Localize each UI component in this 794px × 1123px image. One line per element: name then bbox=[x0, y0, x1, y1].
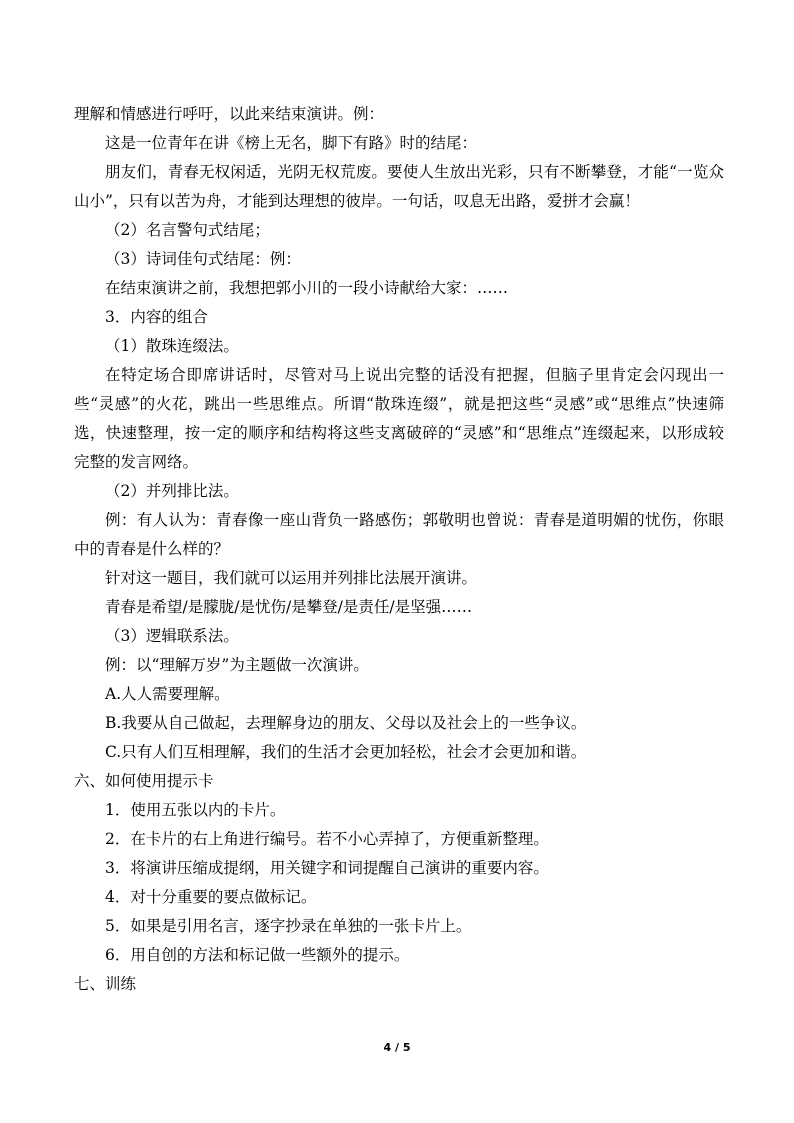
list-item: 2．在卡片的右上角进行编号。若不小心弄掉了，方便重新整理。 bbox=[105, 830, 549, 848]
chapter-heading: 六、如何使用提示卡 bbox=[74, 772, 214, 790]
paragraph: 青春是希望/是朦胧/是忧伤/是攀登/是责任/是坚强…… bbox=[105, 598, 473, 616]
subsection-heading: （2）并列排比法。 bbox=[105, 482, 239, 500]
subsection-heading: （3）逻辑联系法。 bbox=[105, 627, 239, 645]
list-item: B.我要从自己做起，去理解身边的朋友、父母以及社会上的一些争议。 bbox=[105, 714, 587, 732]
list-item: 5．如果是引用名言，逐字抄录在单独的一张卡片上。 bbox=[105, 917, 472, 935]
paragraph: 例：有人认为：青春像一座山背负一路感伤；郭敬明也曾说：青春是道明媚的忧伤，你眼中的青春是什么样的？ bbox=[74, 511, 724, 558]
list-item: A.人人需要理解。 bbox=[105, 685, 230, 703]
list-item: C.只有人们互相理解，我们的生活才会更加轻松，社会才会更加和谐。 bbox=[105, 743, 587, 761]
paragraph: 针对这一题目，我们就可以运用并列排比法展开演讲。 bbox=[105, 569, 478, 587]
paragraph: （3）诗词佳句式结尾：例： bbox=[105, 250, 301, 268]
document-body bbox=[74, 100, 724, 999]
chapter-heading: 七、训练 bbox=[74, 975, 137, 993]
paragraph: 朋友们，青春无权闲适，光阴无权荒废。要使人生放出光彩，只有不断攀登，才能“一览众山小”，只有以苦为舟，才能到达理想的彼岸。一句话，叹息无出路，爱拼才会赢！ bbox=[74, 163, 724, 210]
list-item: 4．对十分重要的要点做标记。 bbox=[105, 888, 317, 906]
list-item: 1．使用五张以内的卡片。 bbox=[105, 801, 286, 819]
list-item: 3．将演讲压缩成提纲，用关键字和词提醒自己演讲的重要内容。 bbox=[105, 859, 549, 877]
paragraph: 理解和情感进行呼吁，以此来结束演讲。例： bbox=[74, 105, 385, 123]
paragraph: 在结束演讲之前，我想把郭小川的一段小诗献给大家：…… bbox=[105, 279, 509, 297]
subsection-heading: （1）散珠连缀法。 bbox=[105, 337, 239, 355]
paragraph: 这是一位青年在讲《榜上无名，脚下有路》时的结尾： bbox=[105, 134, 478, 152]
paragraph: （2）名言警句式结尾； bbox=[105, 221, 270, 239]
page-number: 4 / 5 bbox=[383, 1041, 411, 1054]
paragraph: 例：以“理解万岁”为主题做一次演讲。 bbox=[105, 656, 369, 674]
paragraph: 在特定场合即席讲话时，尽管对马上说出完整的话没有把握，但脑子里肯定会闪现出一些“灵感”的火花，跳出一些思维点。所谓“散珠连缀”，就是把这些“灵感”或“思维点”快速筛选，快速整理，按一定的顺序和结构将这些支离破碎的“灵感”和“思维点”连缀起来，以形成较完整的发言网络。 bbox=[74, 366, 724, 471]
list-item: 6．用自创的方法和标记做一些额外的提示。 bbox=[105, 946, 410, 964]
section-heading: 3．内容的组合 bbox=[105, 308, 208, 326]
